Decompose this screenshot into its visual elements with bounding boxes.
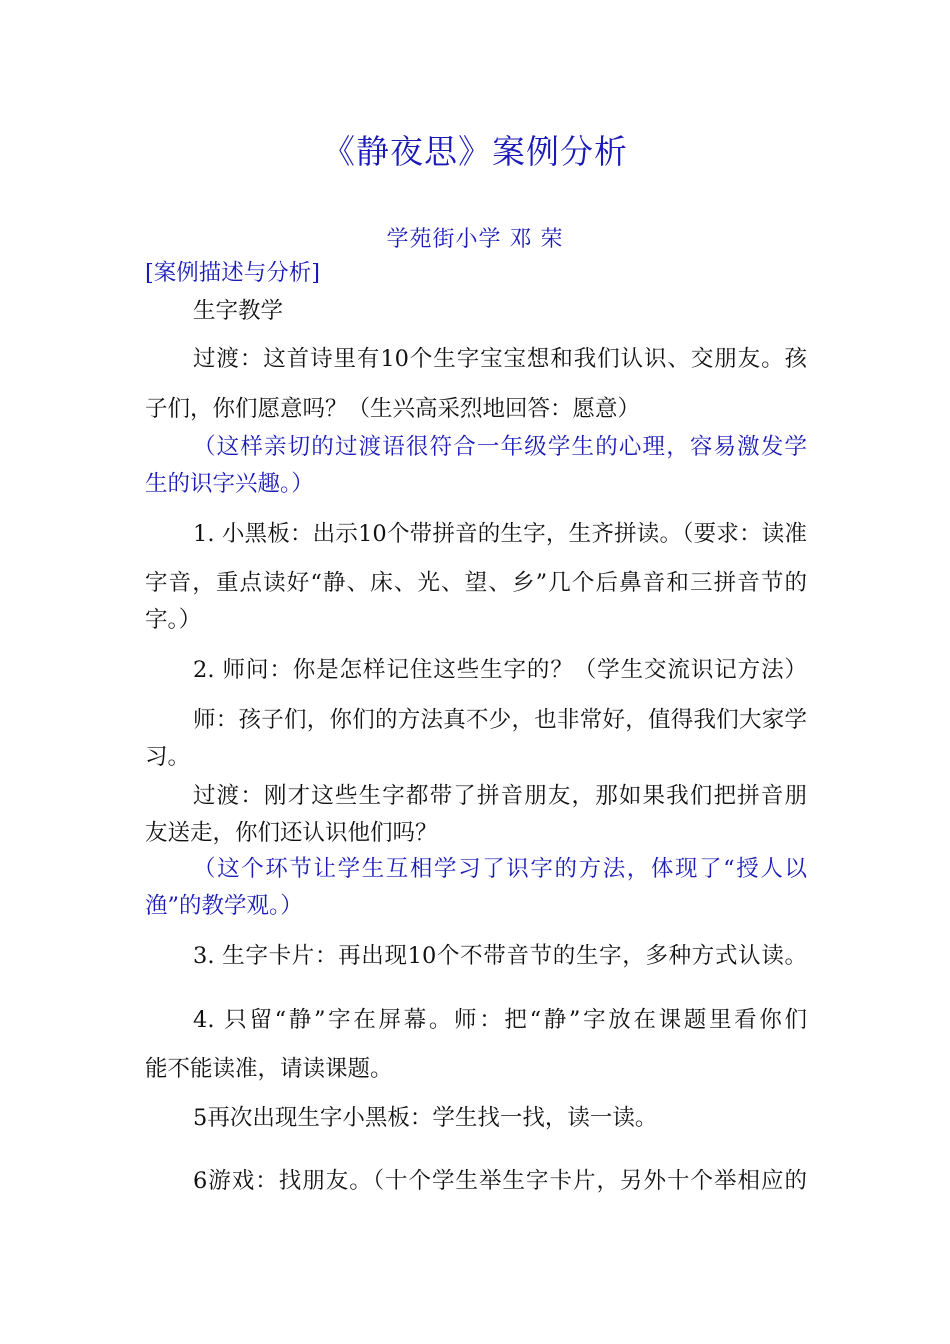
paragraph-line: 子们，你们愿意吗？（生兴高采烈地回答：愿意） (145, 396, 641, 422)
paragraph-line: 2. 师问：你是怎样记住这些生字的？（学生交流识记方法） (193, 657, 807, 683)
paragraph-line: 习。 (145, 744, 191, 770)
annotation-line: 生的识字兴趣。） (145, 471, 314, 497)
document-title: 《静夜思》案例分析 (322, 132, 628, 171)
paragraph-line: 过渡：这首诗里有10个生字宝宝想和我们认识、交朋友。孩 (193, 346, 807, 372)
section-header: [案例描述与分析] (145, 260, 321, 286)
paragraph-line: 4. 只留“静”字在屏幕。师：把“静”字放在课题里看你们 (193, 1007, 807, 1033)
annotation-line: （这样亲切的过渡语很符合一年级学生的心理，容易激发学 (193, 434, 807, 460)
paragraph-line: 字。） (145, 607, 202, 633)
paragraph-line: 1. 小黑板：出示10个带拼音的生字，生齐拼读。（要求：读准 (193, 521, 807, 547)
paragraph-line: 5再次出现生字小黑板：学生找一找，读一读。 (193, 1105, 658, 1131)
annotation-line: （这个环节让学生互相学习了识字的方法，体现了“授人以 (193, 856, 807, 882)
paragraph-line: 生字教学 (193, 298, 284, 324)
paragraph-line: 师：孩子们，你们的方法真不少，也非常好，值得我们大家学 (193, 707, 807, 733)
paragraph-line: 过渡：刚才这些生字都带了拼音朋友，那如果我们把拼音朋 (193, 783, 807, 809)
author-line: 学苑街小学 邓 荣 (386, 227, 564, 252)
paragraph-line: 字音，重点读好“静、床、光、望、乡”几个后鼻音和三拼音节的 (145, 570, 807, 596)
paragraph-line: 友送走，你们还认识他们吗？ (145, 820, 438, 846)
paragraph-line: 3. 生字卡片：再出现10个不带音节的生字，多种方式认读。 (193, 943, 807, 969)
annotation-line: 渔”的教学观。） (145, 893, 303, 919)
paragraph-line: 6游戏：找朋友。（十个学生举生字卡片，另外十个举相应的 (193, 1168, 807, 1194)
paragraph-line: 能不能读准，请读课题。 (145, 1056, 393, 1082)
